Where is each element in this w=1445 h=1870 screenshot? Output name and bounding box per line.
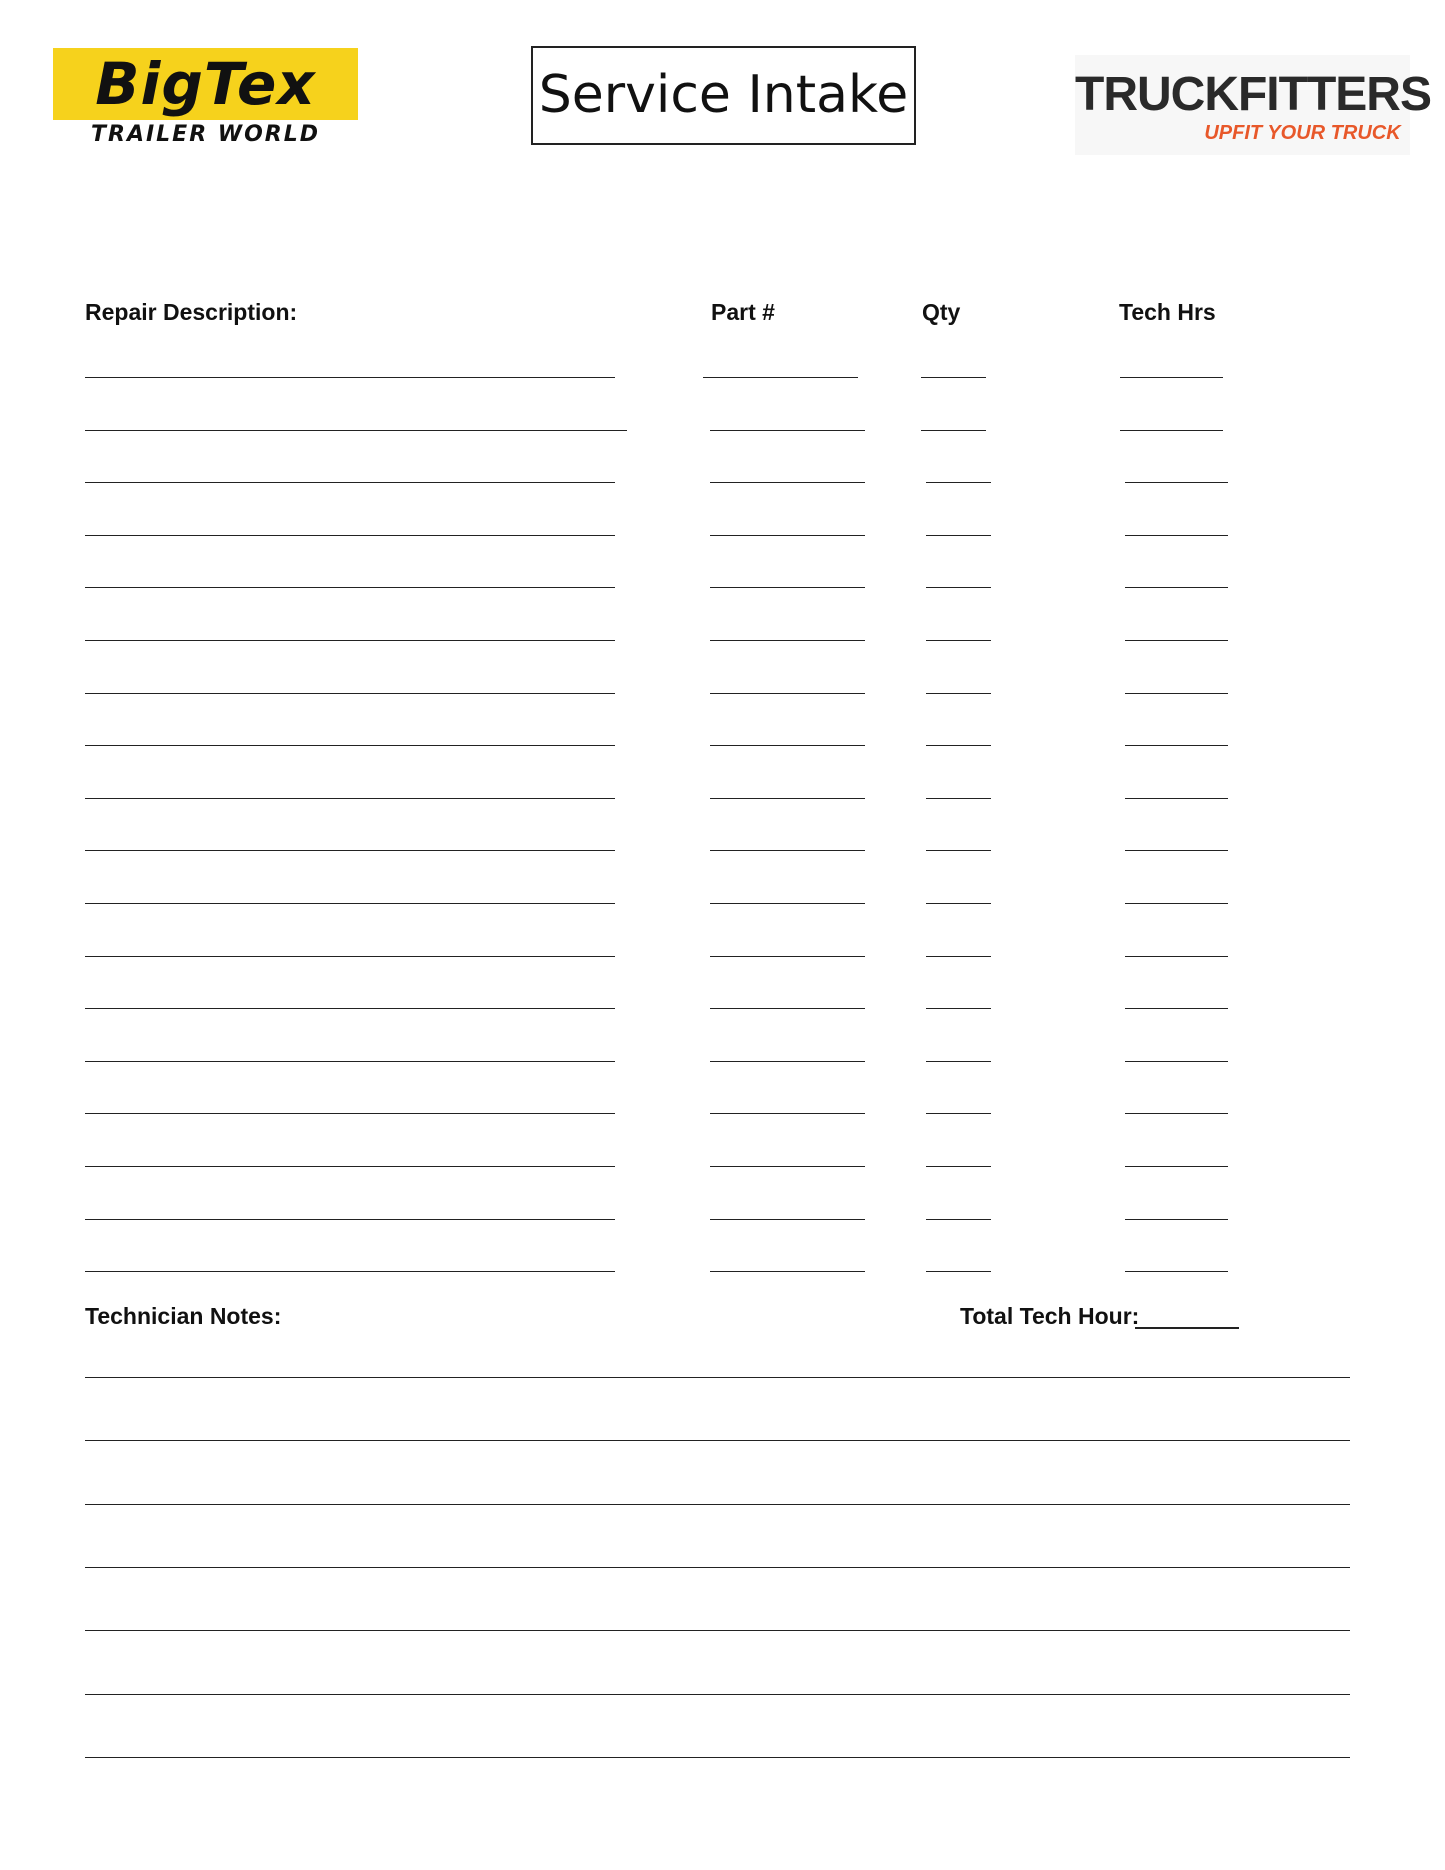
tech-hrs-field[interactable] xyxy=(1125,1008,1228,1009)
total-tech-hour-label: Total Tech Hour: xyxy=(960,1303,1140,1329)
repair-description-field[interactable] xyxy=(85,430,627,431)
qty-field[interactable] xyxy=(921,430,986,431)
part-number-field[interactable] xyxy=(710,535,865,536)
qty-field[interactable] xyxy=(921,377,986,378)
technician-notes-line[interactable] xyxy=(85,1567,1350,1568)
repair-description-field[interactable] xyxy=(85,693,615,694)
part-number-field[interactable] xyxy=(710,1271,865,1272)
qty-field[interactable] xyxy=(926,640,991,641)
part-number-field[interactable] xyxy=(710,482,865,483)
tech-hrs-field[interactable] xyxy=(1125,956,1228,957)
repair-description-field[interactable] xyxy=(85,956,615,957)
repair-description-field[interactable] xyxy=(85,745,615,746)
part-number-field[interactable] xyxy=(710,1061,865,1062)
qty-field[interactable] xyxy=(926,1219,991,1220)
bigtex-logo xyxy=(53,48,358,150)
page-title-box xyxy=(531,46,916,145)
tech-hrs-field[interactable] xyxy=(1125,640,1228,641)
repair-description-field[interactable] xyxy=(85,1219,615,1220)
tech-hrs-field[interactable] xyxy=(1120,430,1223,431)
tech-hrs-field[interactable] xyxy=(1125,745,1228,746)
part-number-field[interactable] xyxy=(710,956,865,957)
repair-description-field[interactable] xyxy=(85,798,615,799)
page-title: Service Intake xyxy=(538,65,909,125)
technician-notes-line[interactable] xyxy=(85,1440,1350,1441)
tech-hrs-field[interactable] xyxy=(1125,1061,1228,1062)
technician-notes-line[interactable] xyxy=(85,1757,1350,1758)
repair-description-field[interactable] xyxy=(85,903,615,904)
tech-hrs-field[interactable] xyxy=(1125,850,1228,851)
part-number-field[interactable] xyxy=(710,1113,865,1114)
tech-hrs-field[interactable] xyxy=(1125,903,1228,904)
qty-field[interactable] xyxy=(926,535,991,536)
part-number-field[interactable] xyxy=(703,377,858,378)
qty-field[interactable] xyxy=(926,1166,991,1167)
part-number-field[interactable] xyxy=(710,1166,865,1167)
part-number-field[interactable] xyxy=(710,745,865,746)
repair-description-field[interactable] xyxy=(85,587,615,588)
part-number-field[interactable] xyxy=(710,693,865,694)
qty-field[interactable] xyxy=(926,798,991,799)
qty-field[interactable] xyxy=(926,956,991,957)
part-number-field[interactable] xyxy=(710,587,865,588)
part-number-field[interactable] xyxy=(710,640,865,641)
part-number-field[interactable] xyxy=(710,1219,865,1220)
tech-hrs-heading: Tech Hrs xyxy=(1119,299,1216,325)
qty-heading: Qty xyxy=(922,299,961,325)
qty-field[interactable] xyxy=(926,482,991,483)
repair-description-field[interactable] xyxy=(85,1008,615,1009)
repair-description-field[interactable] xyxy=(85,1061,615,1062)
repair-description-field[interactable] xyxy=(85,640,615,641)
tech-hrs-field[interactable] xyxy=(1125,1219,1228,1220)
tech-hrs-field[interactable] xyxy=(1125,798,1228,799)
qty-field[interactable] xyxy=(926,745,991,746)
technician-notes-line[interactable] xyxy=(85,1377,1350,1378)
tech-hrs-field[interactable] xyxy=(1125,482,1228,483)
total-tech-hour-field[interactable] xyxy=(1135,1327,1239,1329)
bigtex-logo-tagline: TRAILER WORLD xyxy=(91,122,320,147)
truckfitters-logo xyxy=(1075,55,1431,155)
repair-description-field[interactable] xyxy=(85,1271,615,1272)
qty-field[interactable] xyxy=(926,587,991,588)
part-number-field[interactable] xyxy=(710,903,865,904)
tech-hrs-field[interactable] xyxy=(1125,1271,1228,1272)
technician-notes-label: Technician Notes: xyxy=(85,1303,282,1329)
tech-hrs-field[interactable] xyxy=(1120,377,1223,378)
part-number-heading: Part # xyxy=(711,299,775,325)
qty-field[interactable] xyxy=(926,1008,991,1009)
tech-hrs-field[interactable] xyxy=(1125,693,1228,694)
technician-notes-line[interactable] xyxy=(85,1694,1350,1695)
repair-description-field[interactable] xyxy=(85,377,615,378)
bigtex-logo-wordmark: BigTex xyxy=(95,50,316,118)
part-number-field[interactable] xyxy=(710,1008,865,1009)
tech-hrs-field[interactable] xyxy=(1125,535,1228,536)
part-number-field[interactable] xyxy=(710,798,865,799)
part-number-field[interactable] xyxy=(710,850,865,851)
tech-hrs-field[interactable] xyxy=(1125,1113,1228,1114)
technician-notes-line[interactable] xyxy=(85,1630,1350,1631)
tech-hrs-field[interactable] xyxy=(1125,587,1228,588)
repair-description-field[interactable] xyxy=(85,482,615,483)
repair-description-field[interactable] xyxy=(85,1113,615,1114)
repair-description-field[interactable] xyxy=(85,1166,615,1167)
qty-field[interactable] xyxy=(926,693,991,694)
qty-field[interactable] xyxy=(926,1113,991,1114)
truckfitters-logo-wordmark: TRUCKFITTERS xyxy=(1075,68,1431,121)
part-number-field[interactable] xyxy=(710,430,865,431)
technician-notes-line[interactable] xyxy=(85,1504,1350,1505)
qty-field[interactable] xyxy=(926,903,991,904)
repair-description-heading: Repair Description: xyxy=(85,299,298,325)
repair-description-field[interactable] xyxy=(85,535,615,536)
truckfitters-logo-tagline: UPFIT YOUR TRUCK xyxy=(1204,122,1401,144)
qty-field[interactable] xyxy=(926,850,991,851)
qty-field[interactable] xyxy=(926,1271,991,1272)
qty-field[interactable] xyxy=(926,1061,991,1062)
repair-description-field[interactable] xyxy=(85,850,615,851)
tech-hrs-field[interactable] xyxy=(1125,1166,1228,1167)
